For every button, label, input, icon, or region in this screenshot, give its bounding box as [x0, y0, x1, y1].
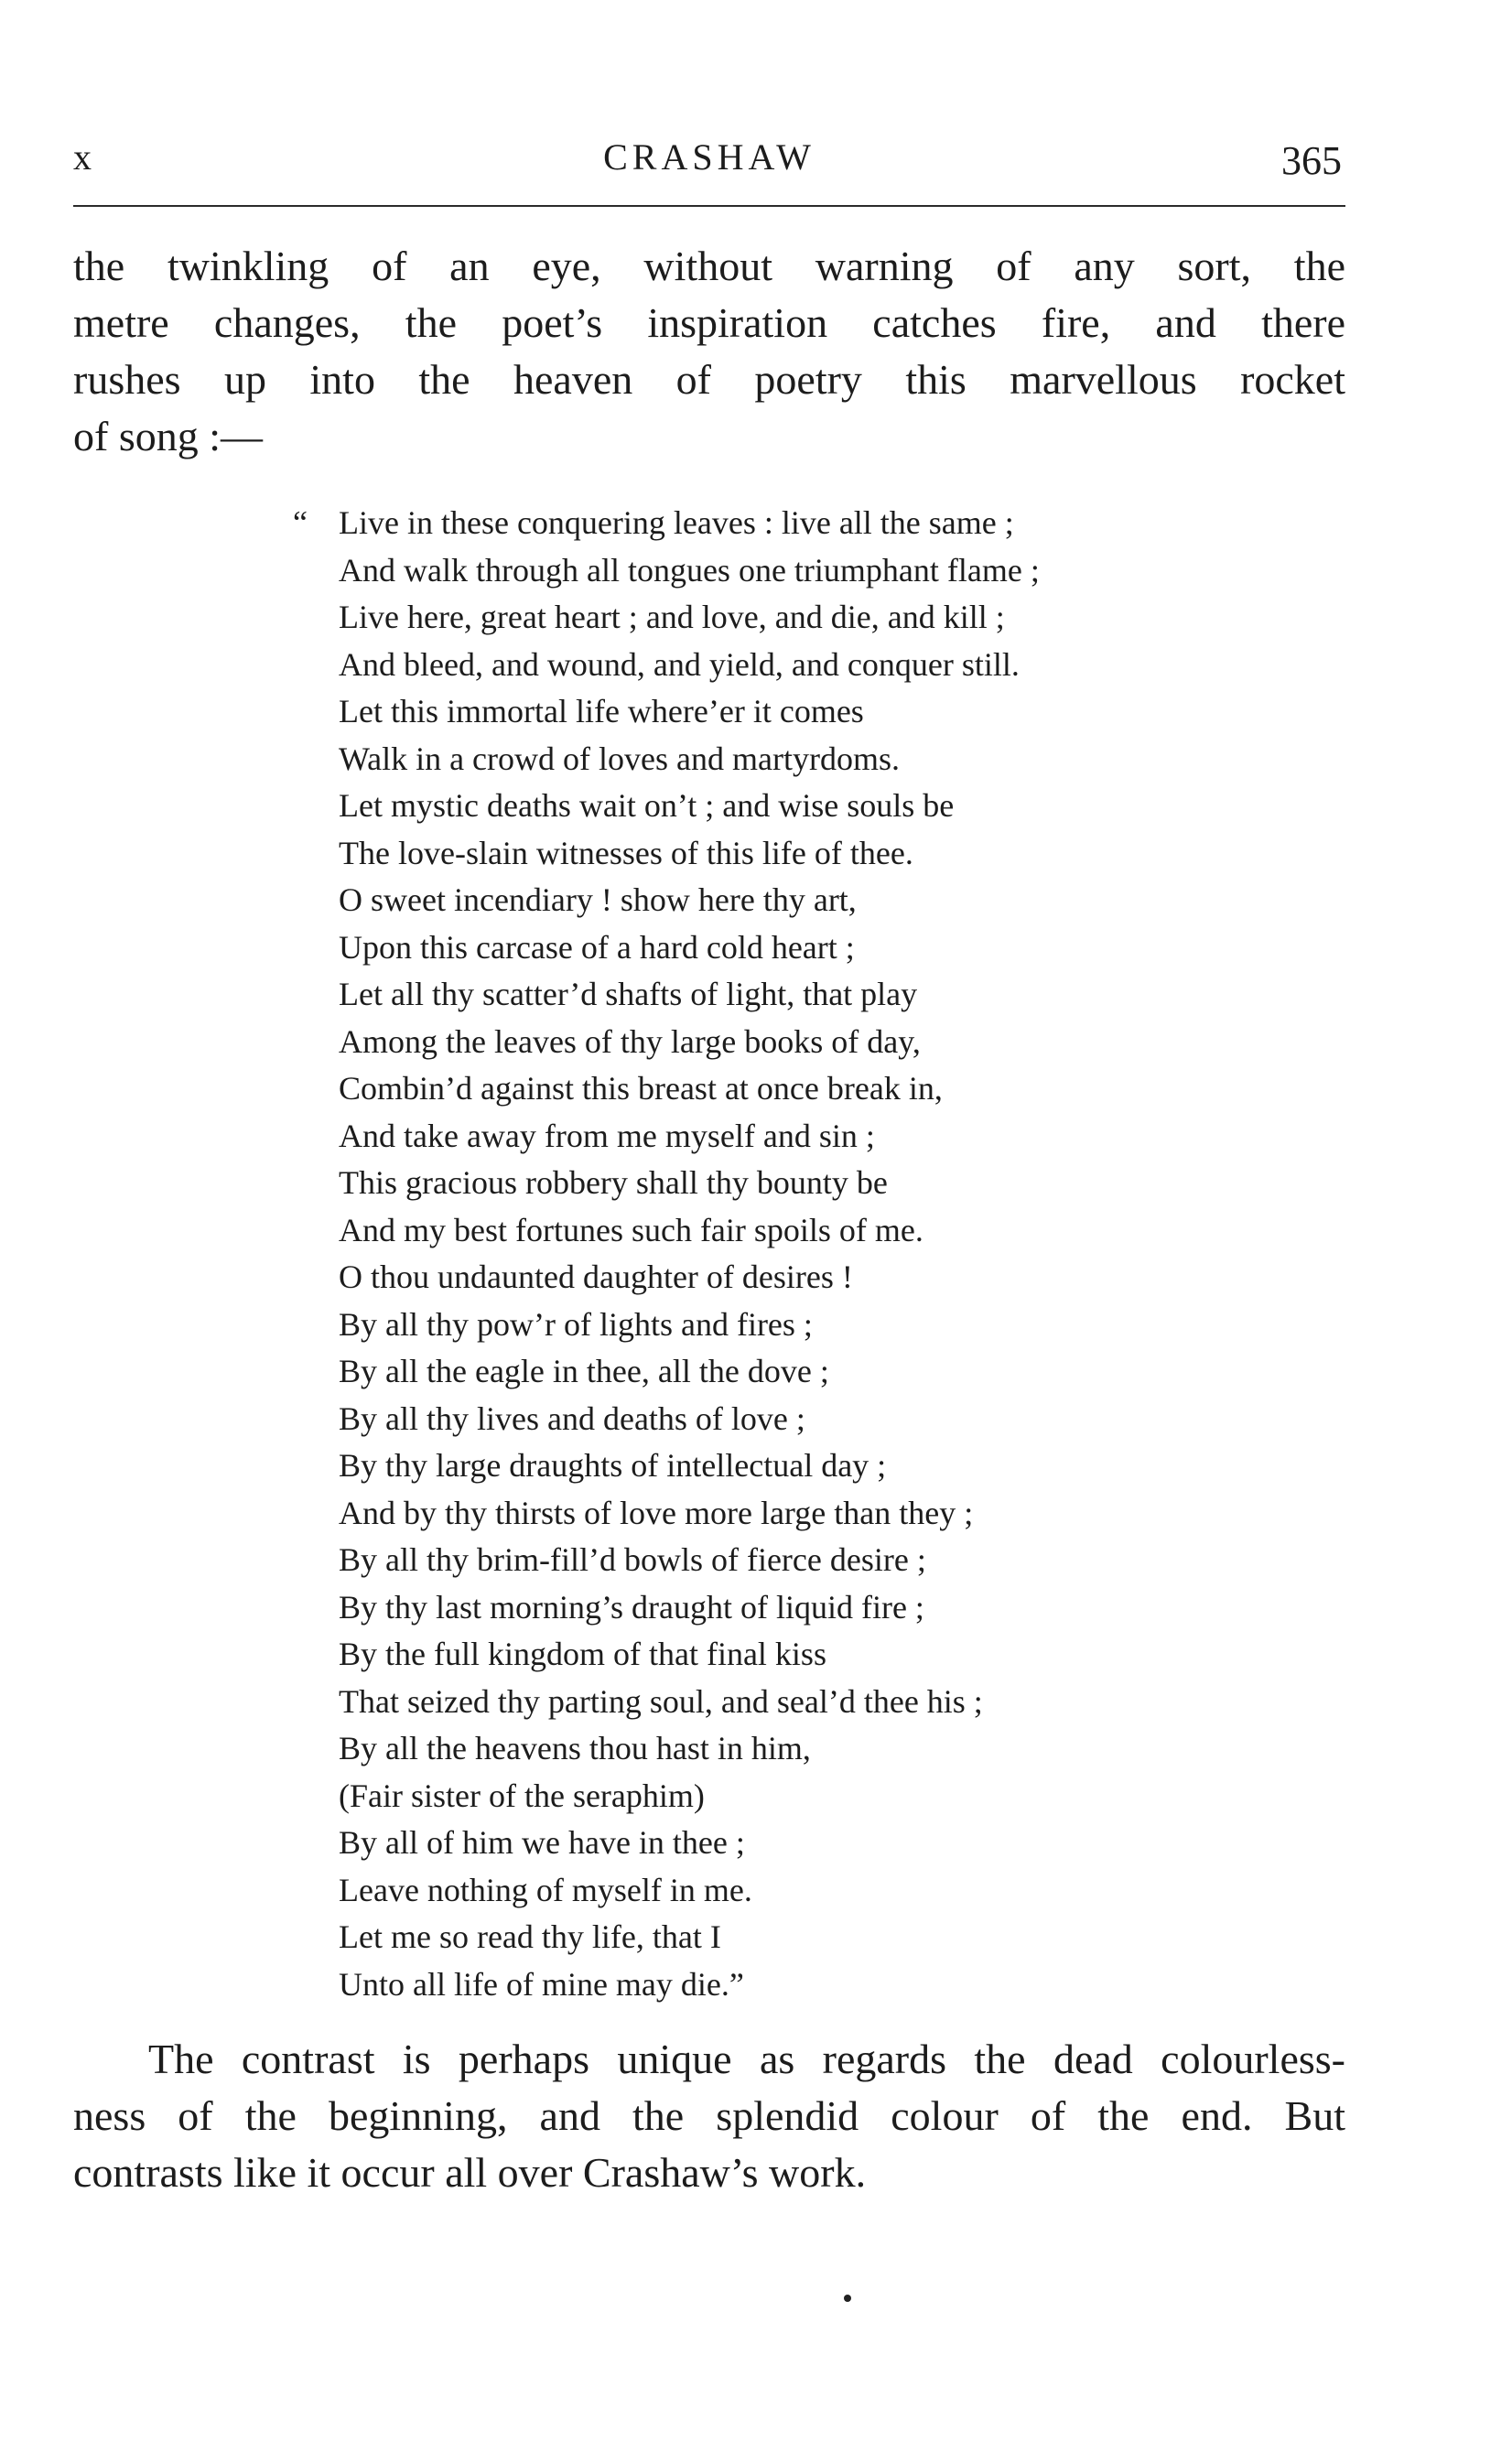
- poem-line: And my best fortunes such fair spoils of me.: [339, 1211, 923, 1248]
- poem-line: Let mystic deaths wait on’t ; and wise souls be: [339, 787, 955, 824]
- poem-line: O thou undaunted daughter of desires !: [339, 1259, 853, 1295]
- poem-line: And take away from me myself and sin ;: [339, 1117, 875, 1154]
- poem-line: Let this immortal life where’er it comes: [339, 693, 864, 729]
- print-speck: [844, 2295, 851, 2302]
- poem-line: Live here, great heart ; and love, and die, and kill ;: [339, 599, 1005, 635]
- poem-line: This gracious robbery shall thy bounty be: [339, 1164, 888, 1201]
- header-rule: [73, 205, 1345, 207]
- chapter-mark: x: [73, 136, 92, 178]
- poem-line: And walk through all tongues one triumphant flame ;: [339, 551, 1040, 589]
- poem-line: By the full kingdom of that final kiss: [339, 1636, 826, 1672]
- poem-line: Walk in a crowd of loves and martyrdoms.: [339, 740, 900, 777]
- poem-block: [293, 500, 1254, 2008]
- poem-line: (Fair sister of the seraphim): [339, 1777, 705, 1814]
- poem-line: Let all thy scatter’d shafts of light, that play: [339, 976, 918, 1012]
- poem-line: By all thy pow’r of lights and fires ;: [339, 1305, 813, 1343]
- intro-line: metre changes, the poet’s inspiration catches fire, and there: [73, 299, 1345, 346]
- poem-line: By all thy lives and deaths of love ;: [339, 1399, 805, 1437]
- poem-line: Let me so read thy life, that I: [339, 1918, 721, 1955]
- poem-line: By thy last morning’s draught of liquid fire ;: [339, 1588, 924, 1626]
- poem-line: Leave nothing of myself in me.: [339, 1871, 752, 1908]
- poem-line: By all thy brim-fill’d bowls of fierce desire ;: [339, 1541, 926, 1578]
- intro-line: the twinkling of an eye, without warning of any sort, the: [73, 243, 1345, 289]
- poem-line: Live in these conquering leaves : live all the same ;: [339, 504, 1014, 541]
- poem-line: And bleed, and wound, and yield, and conquer still.: [339, 645, 1020, 683]
- running-title: CRASHAW: [603, 136, 815, 178]
- intro-paragraph: [73, 238, 1345, 465]
- poem-line: That seized thy parting soul, and seal’d thee his ;: [339, 1682, 983, 1720]
- intro-line: of song :—: [73, 413, 263, 459]
- page-number: 365: [1281, 138, 1342, 183]
- poem-line: By thy large draughts of intellectual day ;: [339, 1447, 887, 1484]
- poem-line: By all the heavens thou hast in him,: [339, 1730, 811, 1766]
- poem-line: Among the leaves of thy large books of day,: [339, 1022, 921, 1060]
- poem-line: Upon this carcase of a hard cold heart ;: [339, 928, 855, 966]
- poem-line: And by thy thirsts of love more large than they ;: [339, 1494, 974, 1531]
- poem-line: O sweet incendiary ! show here thy art,: [339, 881, 857, 918]
- poem-open-quote: “: [293, 504, 308, 541]
- closing-line: The contrast is perhaps unique as regards the dead colourless-: [148, 2036, 1345, 2082]
- poem-line: By all the eagle in thee, all the dove ;: [339, 1353, 829, 1389]
- poem-line: Combin’d against this breast at once break in,: [339, 1070, 943, 1107]
- poem-line: By all of him we have in thee ;: [339, 1824, 745, 1861]
- intro-line: rushes up into the heaven of poetry this marvellous rocket: [73, 356, 1345, 403]
- closing-line: contrasts like it occur all over Crashaw’s work.: [73, 2149, 867, 2196]
- running-header: [73, 135, 1345, 190]
- poem-line: Unto all life of mine may die.”: [339, 1965, 744, 2003]
- poem-line: The love-slain witnesses of this life of thee.: [339, 834, 913, 871]
- closing-line: ness of the beginning, and the splendid colour of the end. But: [73, 2092, 1345, 2139]
- closing-paragraph: [73, 2031, 1345, 2201]
